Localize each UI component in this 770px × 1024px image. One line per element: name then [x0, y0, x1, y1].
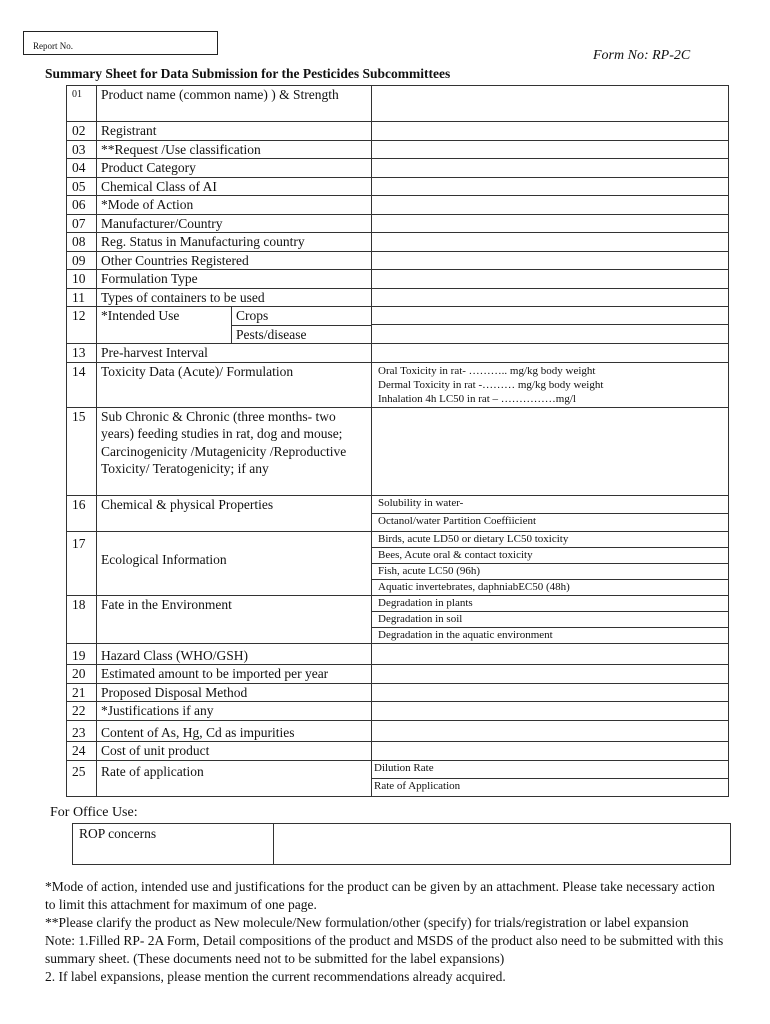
degradation-aquatic-text: Degradation in the aquatic environment [372, 627, 728, 643]
footnote-note-1: Note: 1.Filled RP- 2A Form, Detail compositions of the product and MSDS of the product also need to be submitted with this summary sheet. (These documents need not to be submitted for the label expansions) [45, 933, 724, 966]
row-label: Sub Chronic & Chronic (three months- two years) feeding studies in rat, dog and mouse; Carcinogenicity /Mutagenicity /Reproductive Toxicity/ Teratogenicity; if any [97, 407, 372, 495]
footnotes [45, 878, 725, 986]
row-number: 09 [67, 251, 97, 270]
office-use-heading: For Office Use: [50, 805, 138, 820]
fate-values[interactable] [372, 595, 729, 643]
row-value-field[interactable] [372, 288, 729, 307]
row-value-field[interactable] [372, 407, 729, 495]
row-label: Ecological Information [97, 531, 372, 595]
row-number: 18 [67, 595, 97, 643]
table-row [67, 122, 729, 141]
table-row [67, 233, 729, 252]
row-label: Hazard Class (WHO/GSH) [97, 643, 372, 665]
row-label: **Request /Use classification [97, 140, 372, 159]
report-no-label: Report No. [33, 41, 73, 51]
table-row [67, 595, 729, 643]
row-label: Toxicity Data (Acute)/ Formulation [97, 362, 372, 407]
row-value-field[interactable] [372, 233, 729, 252]
table-row [67, 643, 729, 665]
inhalation-toxicity-text: Inhalation 4h LC50 in rat – ……………mg/l [378, 392, 576, 405]
report-no-box[interactable] [23, 31, 218, 55]
table-row [67, 683, 729, 702]
octanol-text: Octanol/water Partition Coeffiicient [372, 513, 728, 531]
table-row [67, 742, 729, 761]
row-label: Registrant [97, 122, 372, 141]
row-number: 02 [67, 122, 97, 141]
row-value-field[interactable] [372, 122, 729, 141]
row-number: 12 [67, 307, 97, 344]
degradation-plants-text: Degradation in plants [378, 596, 473, 609]
row-number: 06 [67, 196, 97, 215]
row-number: 04 [67, 159, 97, 178]
intended-use-cell [97, 307, 372, 344]
row-value-field[interactable] [372, 683, 729, 702]
row-label: *Intended Use [101, 308, 180, 323]
table-row [67, 720, 729, 742]
footnote-note-2: 2. If label expansions, please mention the current recommendations already acquired. [45, 969, 506, 984]
table-row [67, 495, 729, 531]
footnote-clarify-product: **Please clarify the product as New molecule/New formulation/other (specify) for trials/registration or label expansion [45, 915, 689, 930]
summary-table [66, 85, 726, 797]
row-label: Formulation Type [97, 270, 372, 289]
row-label: Fate in the Environment [97, 595, 372, 643]
row-label: Product name (common name) ) & Strength [97, 86, 372, 122]
row-value-field[interactable] [372, 251, 729, 270]
crops-label: Crops [236, 308, 269, 323]
table-row [67, 177, 729, 196]
row-number: 07 [67, 214, 97, 233]
table-row [67, 702, 729, 721]
row-value-field[interactable] [372, 177, 729, 196]
row-label: Proposed Disposal Method [97, 683, 372, 702]
fish-toxicity-text: Fish, acute LC50 (96h) [372, 563, 728, 579]
row-label: *Justifications if any [97, 702, 372, 721]
row-label: Content of As, Hg, Cd as impurities [97, 720, 372, 742]
pests-disease-label: Pests/disease [232, 325, 371, 344]
degradation-soil-text: Degradation in soil [372, 611, 728, 627]
table-row [67, 307, 729, 344]
row-label: Chemical Class of AI [97, 177, 372, 196]
ecological-values[interactable] [372, 531, 729, 595]
rate-of-application-text: Rate of Application [374, 779, 461, 792]
row-value-field[interactable] [372, 702, 729, 721]
table-row [67, 196, 729, 215]
table-row [67, 140, 729, 159]
rop-concerns-label: ROP concerns [73, 824, 274, 865]
page-title: Summary Sheet for Data Submission for the Pesticides Subcommittees [45, 66, 451, 81]
row-label: Product Category [97, 159, 372, 178]
application-values[interactable] [372, 760, 729, 796]
row-label: Other Countries Registered [97, 251, 372, 270]
row-value-field[interactable] [372, 643, 729, 665]
row-number: 24 [67, 742, 97, 761]
row-label: Manufacturer/Country [97, 214, 372, 233]
row-value-field[interactable] [372, 159, 729, 178]
rop-concerns-field[interactable] [274, 824, 731, 865]
row-value-field[interactable] [372, 86, 729, 122]
row-number: 01 [67, 86, 97, 122]
row-value-field[interactable] [372, 742, 729, 761]
row-number: 11 [67, 288, 97, 307]
row-number: 17 [67, 531, 97, 595]
intended-use-values[interactable] [372, 307, 729, 344]
dilution-rate-text: Dilution Rate [372, 761, 728, 779]
table-row [67, 344, 729, 363]
row-label: Rate of application [97, 760, 372, 796]
row-number: 22 [67, 702, 97, 721]
chemical-values[interactable] [372, 495, 729, 531]
row-number: 21 [67, 683, 97, 702]
table-row [67, 407, 729, 495]
table-row [67, 288, 729, 307]
table-row [67, 362, 729, 407]
row-number: 23 [67, 720, 97, 742]
solubility-text: Solubility in water- [378, 496, 464, 509]
row-label: Reg. Status in Manufacturing country [97, 233, 372, 252]
row-number: 19 [67, 643, 97, 665]
row-value-field[interactable] [372, 196, 729, 215]
footnote-mode-of-action: *Mode of action, intended use and justifications for the product can be given by an attachment. Please take necessary action to limit this attachment for maximum of one page. [45, 879, 715, 912]
form-number: Form No: RP-2C [593, 48, 691, 63]
table-row [67, 86, 729, 122]
table-row [67, 214, 729, 233]
table-row [67, 251, 729, 270]
table-row [67, 159, 729, 178]
birds-toxicity-text: Birds, acute LD50 or dietary LC50 toxicity [378, 532, 569, 545]
row-label: Estimated amount to be imported per year [97, 665, 372, 684]
row-label: Types of containers to be used [97, 288, 372, 307]
row-value-field[interactable] [372, 720, 729, 742]
row-label: Chemical & physical Properties [97, 495, 372, 531]
row-number: 03 [67, 140, 97, 159]
row-number: 13 [67, 344, 97, 363]
row-number: 10 [67, 270, 97, 289]
row-number: 25 [67, 760, 97, 796]
row-value-field[interactable] [372, 140, 729, 159]
table-row [67, 665, 729, 684]
row-value-field[interactable] [372, 270, 729, 289]
row-number: 05 [67, 177, 97, 196]
dermal-toxicity-text: Dermal Toxicity in rat -……… mg/kg body weight [378, 378, 604, 391]
table-row [67, 760, 729, 796]
row-number: 20 [67, 665, 97, 684]
toxicity-values[interactable] [372, 362, 729, 407]
table-row [67, 531, 729, 595]
row-value-field[interactable] [372, 214, 729, 233]
row-value-field[interactable] [372, 344, 729, 363]
bees-toxicity-text: Bees, Acute oral & contact toxicity [372, 547, 728, 563]
row-number: 08 [67, 233, 97, 252]
row-label: *Mode of Action [97, 196, 372, 215]
row-value-field[interactable] [372, 665, 729, 684]
aquatic-invertebrates-text: Aquatic invertebrates, daphniabEC50 (48h) [372, 579, 728, 595]
row-label: Cost of unit product [97, 742, 372, 761]
row-number: 15 [67, 407, 97, 495]
row-number: 14 [67, 362, 97, 407]
oral-toxicity-text: Oral Toxicity in rat- ……….. mg/kg body weight [378, 364, 596, 377]
office-use-table [72, 823, 731, 865]
row-label: Pre-harvest Interval [97, 344, 372, 363]
table-row [67, 270, 729, 289]
row-number: 16 [67, 495, 97, 531]
